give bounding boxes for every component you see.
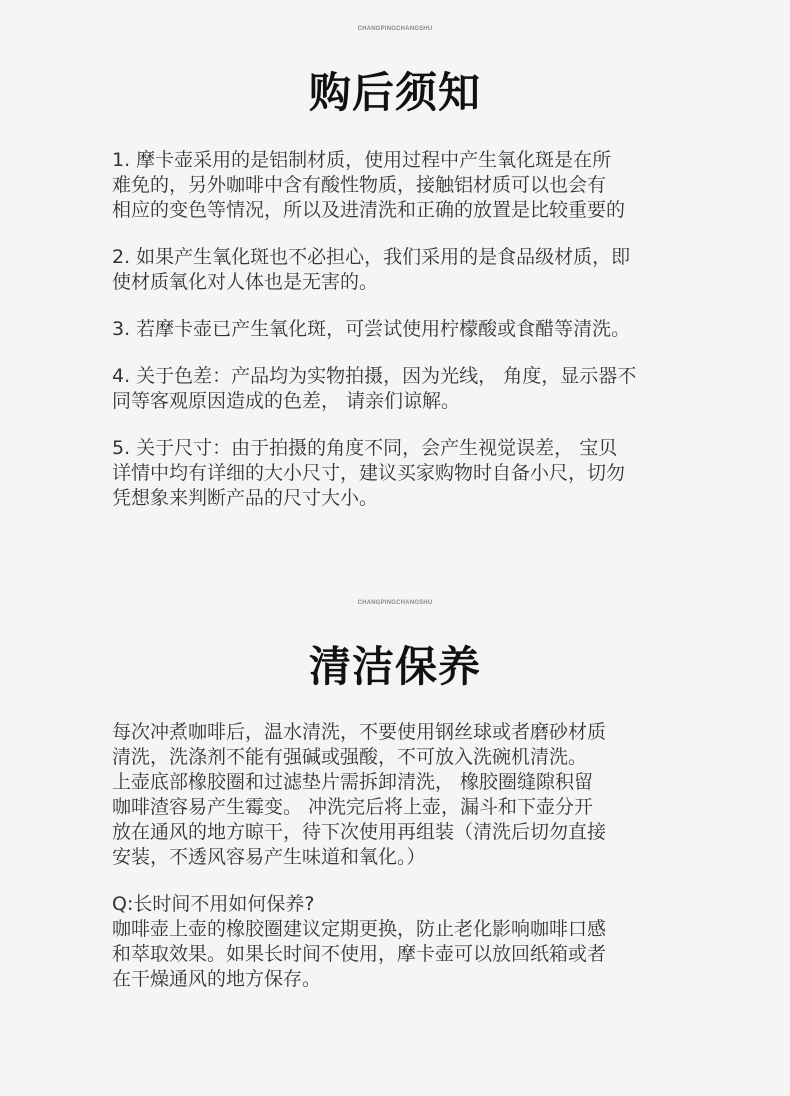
text-line: 4. 关于色差：产品均为实物拍摄，因为光线， 角度，显示器不 <box>112 365 637 387</box>
text-line: 5. 关于尺寸：由于拍摄的角度不同，会产生视觉误差， 宝贝 <box>112 437 618 459</box>
text-line: 使材质氧化对人体也是无害的。 <box>112 271 379 293</box>
text-line: 相应的变色等情况，所以及进清洗和正确的放置是比较重要的 <box>112 199 626 221</box>
text-line: 1. 摩卡壶采用的是铝制材质，使用过程中产生氧化斑是在所 <box>112 149 612 171</box>
text-line: 上壶底部橡胶圈和过滤垫片需拆卸清洗， 橡胶圈缝隙积留 <box>112 771 594 793</box>
text-line: 同等客观原因造成的色差， 请亲们谅解。 <box>112 390 461 412</box>
text-line: 详情中均有详细的大小尺寸，建议买家购物时自备小尺，切勿 <box>112 462 626 484</box>
section-title: 清洁保养 <box>308 642 481 691</box>
storage-qa <box>112 892 712 992</box>
text-line: 凭想象来判断产品的尺寸大小。 <box>112 487 379 509</box>
text-line: 放在通风的地方晾干，待下次使用再组装（清洗后切勿直接 <box>112 821 607 843</box>
notice-item-5 <box>112 436 712 511</box>
text-line: 每次冲煮咖啡后，温水清洗，不要使用钢丝球或者磨砂材质 <box>112 721 607 743</box>
notice-body <box>112 148 712 533</box>
faq-answer-line: 和萃取效果。如果长时间不使用，摩卡壶可以放回纸箱或者 <box>112 943 607 965</box>
notice-item-2 <box>112 245 712 295</box>
text-line: 难免的，另外咖啡中含有酸性物质，接触铝材质可以也会有 <box>112 174 607 196</box>
text-line: 清洗，洗涤剂不能有强碱或强酸，不可放入洗碗机清洗。 <box>112 746 588 768</box>
spacer <box>112 870 712 892</box>
notice-item-3 <box>112 317 712 342</box>
faq-question: Q:长时间不用如何保养? <box>112 893 315 915</box>
text-line: 2. 如果产生氧化斑也不必担心，我们采用的是食品级材质，即 <box>112 246 631 268</box>
text-line: 咖啡渣容易产生霉变。 冲洗完后将上壶，漏斗和下壶分开 <box>112 796 594 818</box>
cleaning-instructions <box>112 720 712 870</box>
section-title: 购后须知 <box>308 68 481 117</box>
cleaning-body <box>112 720 712 992</box>
faq-answer-line: 在干燥通风的地方保存。 <box>112 968 322 990</box>
text-line: 安装，不透风容易产生味道和氧化。） <box>112 846 426 868</box>
notice-item-1 <box>112 148 712 223</box>
brand-watermark: CHANGPINGCHANGSHU <box>357 600 433 606</box>
notice-item-4 <box>112 364 712 414</box>
text-line: 3. 若摩卡壶已产生氧化斑，可尝试使用柠檬酸或食醋等清洗。 <box>112 318 631 340</box>
faq-answer-line: 咖啡壶上壶的橡胶圈建议定期更换，防止老化影响咖啡口感 <box>112 918 607 940</box>
brand-watermark: CHANGPINGCHANGSHU <box>357 26 433 32</box>
